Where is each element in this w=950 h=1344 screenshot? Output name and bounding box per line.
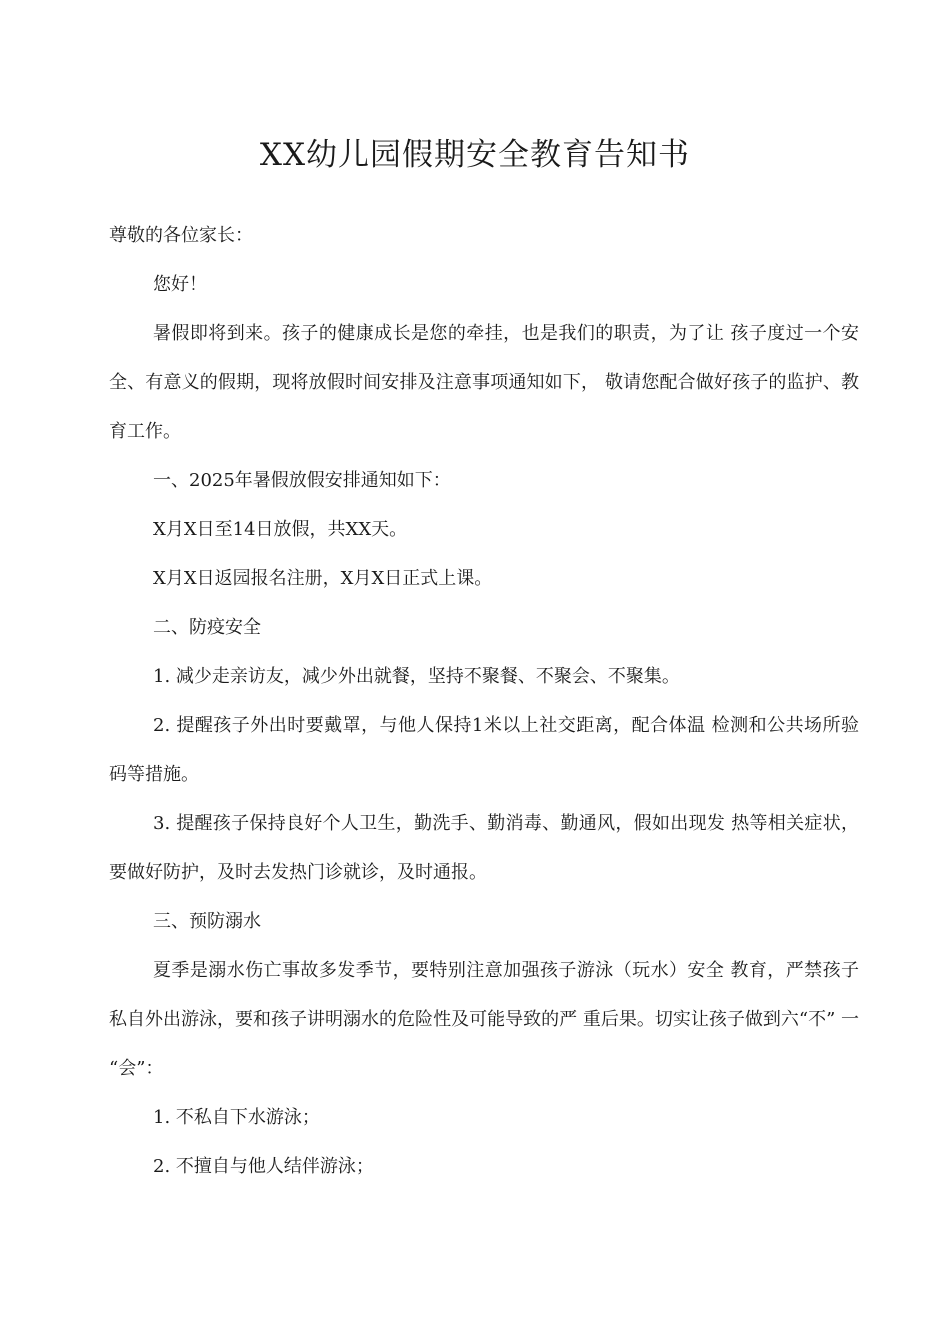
intro-paragraph: 暑假即将到来。孩子的健康成长是您的牵挂，也是我们的职责，为了让 孩子度过一个安全、有意义的假期，现将放假时间安排及注意事项通知如下， 敬请您配合做好孩子的监护、教育工作。 <box>109 323 859 442</box>
section3-paragraph: 夏季是溺水伤亡事故多发季节，要特别注意加强孩子游泳（玩水）安全 教育，严禁孩子私自外出游泳，要和孩子讲明溺水的危险性及可能导致的严 重后果。切实让孩子做到六“不” 一 “会”： <box>109 960 859 1079</box>
section1-heading: 一、2025年暑假放假安排通知如下： <box>153 470 451 491</box>
section2-item2: 2. 提醒孩子外出时要戴罩，与他人保持1米以上社交距离，配合体温 检测和公共场所验码等措施。 <box>109 715 859 785</box>
document-title: XX幼儿园假期安全教育告知书 <box>259 136 691 173</box>
greeting: 您好！ <box>153 274 207 295</box>
section3-heading: 三、预防溺水 <box>153 911 261 932</box>
document-body <box>109 211 859 1191</box>
section2-heading: 二、防疫安全 <box>153 617 261 638</box>
section2-item1: 1. 减少走亲访友，减少外出就餐，坚持不聚餐、不聚会、不聚集。 <box>153 666 680 687</box>
section1-line2: X月X日返园报名注册，X月X日正式上课。 <box>153 568 493 589</box>
salutation: 尊敬的各位家长： <box>109 225 253 246</box>
section2-item3: 3. 提醒孩子保持良好个人卫生，勤洗手、勤消毒、勤通风，假如出现发 热等相关症状，要做好防护，及时去发热门诊就诊，及时通报。 <box>109 813 859 883</box>
section3-item1: 1. 不私自下水游泳； <box>153 1107 320 1128</box>
section1-line1: X月X日至14日放假，共XX天。 <box>153 519 408 540</box>
section3-item2: 2. 不擅自与他人结伴游泳； <box>153 1156 374 1177</box>
